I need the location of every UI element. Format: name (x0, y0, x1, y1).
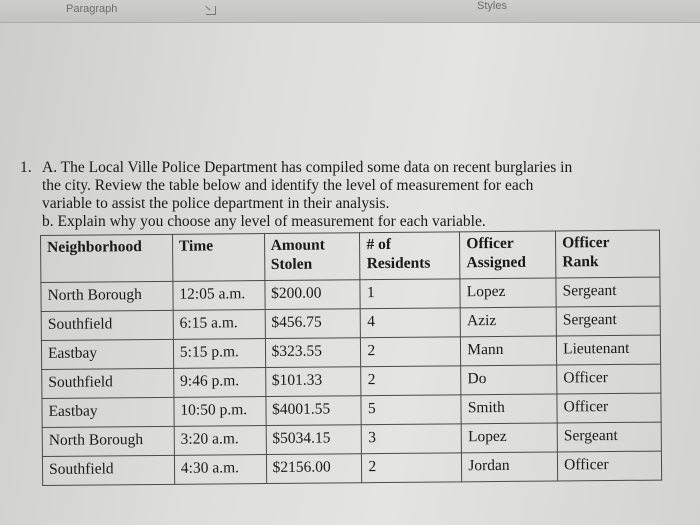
question-line: A. The Local Ville Police Department has compiled some data on recent burglaries in (42, 159, 573, 176)
header-amount-stolen: Amount Stolen (264, 233, 360, 281)
cell-officer: Smith (461, 394, 557, 424)
cell-neighborhood: Southfield (42, 455, 174, 485)
cell-neighborhood: Eastbay (41, 339, 173, 369)
cell-amount: $4001.55 (265, 396, 361, 426)
cell-time: 10:50 p.m. (174, 397, 266, 427)
cell-rank: Sergeant (556, 277, 660, 307)
burglary-data-table (40, 230, 662, 486)
table-row (42, 451, 661, 485)
cell-residents: 2 (361, 337, 461, 367)
table-body (41, 277, 662, 485)
cell-amount: $323.55 (265, 338, 361, 368)
cell-time: 3:20 a.m. (174, 426, 266, 456)
header-residents: # of Residents (360, 232, 460, 280)
header-neighborhood: Neighborhood (41, 234, 173, 282)
header-time: Time (172, 234, 264, 282)
question-line: b. Explain why you choose any level of measurement for each variable. (42, 213, 486, 230)
cell-officer: Lopez (461, 423, 557, 453)
cell-rank: Sergeant (556, 306, 660, 336)
cell-rank: Lieutenant (556, 335, 660, 365)
cell-officer: Jordan (462, 452, 558, 482)
cell-officer: Do (461, 365, 557, 395)
dialog-launcher-icon[interactable] (206, 6, 216, 15)
cell-amount: $101.33 (265, 367, 361, 397)
cell-officer: Aziz (460, 307, 556, 337)
cell-time: 4:30 a.m. (174, 455, 266, 485)
cell-rank: Sergeant (557, 422, 661, 452)
header-officer-assigned: Officer Assigned (460, 231, 556, 279)
cell-time: 5:15 p.m. (173, 339, 265, 369)
cell-time: 9:46 p.m. (174, 368, 266, 398)
question-line: the city. Review the table below and identify the level of measurement for each (42, 177, 534, 194)
cell-amount: $456.75 (265, 309, 361, 339)
ribbon-bar (0, 0, 700, 23)
table-header-row (41, 230, 660, 282)
paragraph-group-label[interactable]: Paragraph (66, 3, 118, 15)
cell-residents: 3 (362, 424, 462, 454)
question-number: 1. (20, 159, 32, 176)
cell-neighborhood: North Borough (41, 281, 173, 311)
cell-neighborhood: Southfield (41, 310, 173, 340)
cell-neighborhood: Southfield (42, 368, 174, 398)
cell-amount: $2156.00 (266, 454, 362, 484)
cell-residents: 4 (361, 308, 461, 338)
cell-residents: 5 (361, 395, 461, 425)
cell-residents: 1 (360, 279, 460, 309)
cell-officer: Mann (461, 336, 557, 366)
cell-time: 6:15 a.m. (173, 310, 265, 340)
cell-officer: Lopez (460, 278, 556, 308)
cell-neighborhood: Eastbay (42, 397, 174, 427)
cell-amount: $200.00 (264, 280, 360, 310)
header-officer-rank: Officer Rank (556, 230, 660, 278)
question-text (42, 159, 652, 231)
cell-rank: Officer (557, 364, 661, 394)
cell-residents: 2 (362, 453, 462, 483)
cell-time: 12:05 a.m. (173, 281, 265, 311)
question-line: variable to assist the police department in their analysis. (42, 195, 390, 212)
cell-residents: 2 (361, 366, 461, 396)
cell-rank: Officer (558, 451, 662, 481)
cell-neighborhood: North Borough (42, 426, 174, 456)
cell-rank: Officer (557, 393, 661, 423)
styles-group-label[interactable]: Styles (477, 0, 507, 12)
cell-amount: $5034.15 (266, 425, 362, 455)
